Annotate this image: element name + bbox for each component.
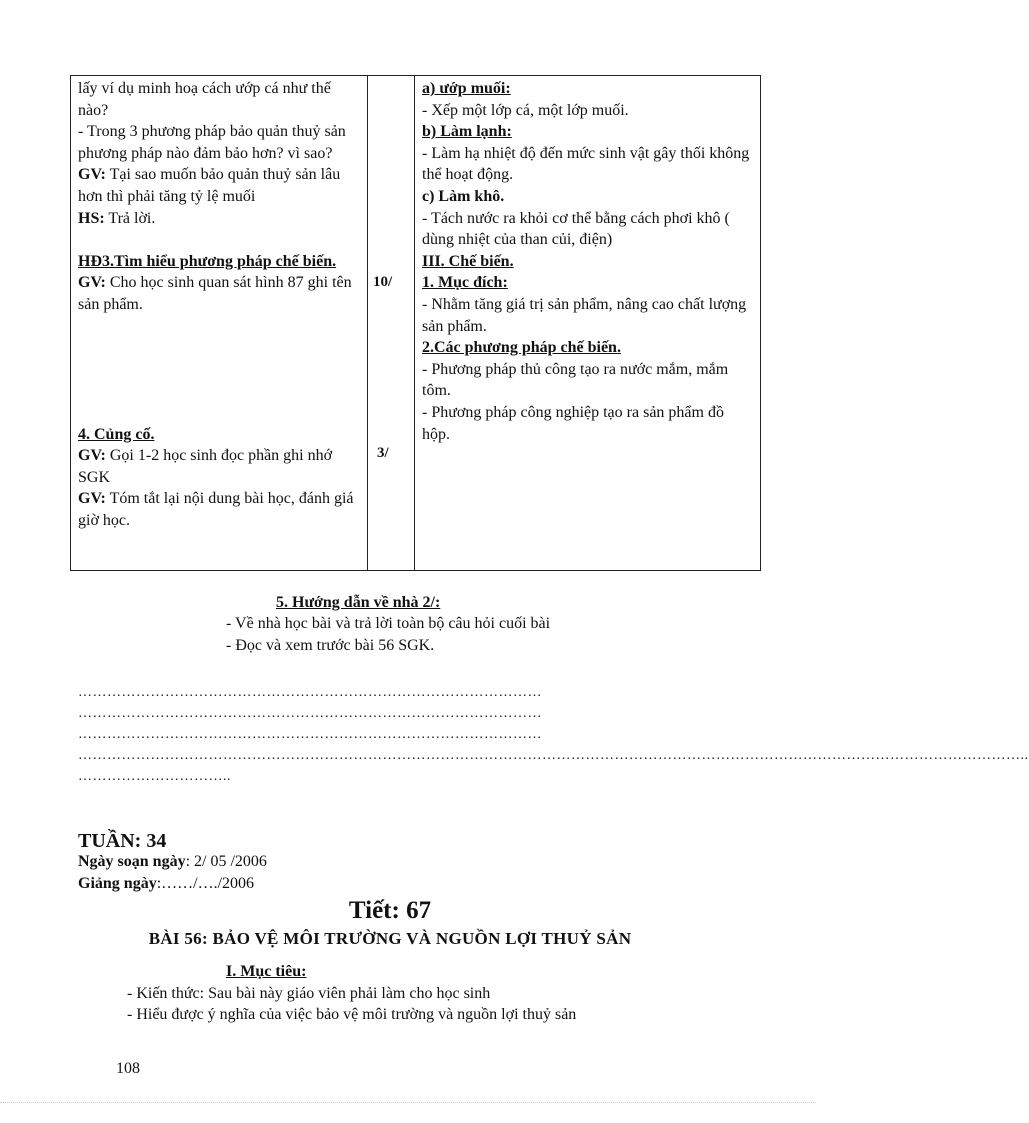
content-heading: b) Làm lạnh: bbox=[422, 123, 512, 141]
objectives-heading: I. Mục tiêu: bbox=[226, 963, 307, 980]
page-number: 108 bbox=[116, 1060, 140, 1077]
activities-column bbox=[71, 76, 368, 571]
question-text: - Trong 3 phương pháp bảo quản thuỷ sản phương pháp nào đảm bảo hơn? vì sao? bbox=[78, 123, 346, 162]
prep-date: Ngày soạn ngày: 2/ 05 /2006 bbox=[78, 853, 267, 870]
content-heading: c) Làm khô. bbox=[422, 187, 505, 205]
content-heading: a) ướp muối: bbox=[422, 80, 511, 97]
week-label: TUẦN: 34 bbox=[78, 830, 167, 852]
teacher-line: GV: Gọi 1-2 học sinh đọc phần ghi nhớ SGK bbox=[78, 447, 333, 486]
lesson-table bbox=[70, 75, 761, 571]
consolidation-heading: 4. Củng cố. bbox=[78, 425, 155, 443]
homework-heading: 5. Hướng dẫn về nhà 2/: bbox=[276, 594, 441, 611]
time-label: 3/ bbox=[377, 445, 389, 461]
student-line: HS: Trả lời. bbox=[78, 209, 156, 227]
time-label: 10/ bbox=[373, 274, 393, 290]
lesson-title: BÀI 56: BẢO VỆ MÔI TRƯỜNG VÀ NGUỒN LỢI THUỶ SẢN bbox=[148, 929, 632, 948]
homework-item: - Về nhà học bài và trả lời toàn bộ câu hỏi cuối bài bbox=[226, 615, 551, 632]
teach-date: Giảng ngày:……/…./2006 bbox=[78, 875, 255, 892]
homework-item: - Đọc và xem trước bài 56 SGK. bbox=[226, 637, 435, 654]
page-footer-border bbox=[0, 1102, 816, 1123]
notes-line: …………………………………………………………………………………… bbox=[78, 706, 542, 721]
question-text: lấy ví dụ minh hoạ cách ướp cá như thế nào? bbox=[78, 80, 331, 119]
teacher-line: GV: Cho học sinh quan sát hình 87 ghi tên sản phẩm. bbox=[78, 274, 352, 313]
content-heading: 2.Các phương pháp chế biến. bbox=[422, 339, 621, 357]
notes-line: …………………………………………………………………………………… bbox=[78, 685, 542, 700]
content-text: - Phương pháp công nghiệp tạo ra sản phẩm đồ hộp. bbox=[422, 403, 724, 443]
teacher-line: GV: Tóm tắt lại nội dung bài học, đánh giá giờ học. bbox=[78, 490, 354, 529]
notes-line: ………………………….. bbox=[78, 769, 231, 784]
activity-heading: HĐ3.Tìm hiểu phương pháp chế biến. bbox=[78, 252, 337, 270]
content-text: - Tách nước ra khỏi cơ thể bằng cách phơi khô ( dùng nhiệt của than củi, điện) bbox=[422, 209, 730, 249]
teacher-line: GV: Tại sao muốn bảo quản thuỷ sản lâu hơn thì phải tăng tỷ lệ muối bbox=[78, 166, 341, 205]
content-text: - Nhằm tăng giá trị sản phẩm, nâng cao chất lượng sản phẩm. bbox=[422, 295, 747, 335]
notes-line: …………………………………………………………………………………………………………………………………………………………………………….. bbox=[78, 748, 1029, 763]
objective-item: - Hiểu được ý nghĩa của việc bảo vệ môi trường và nguồn lợi thuỷ sản bbox=[127, 1006, 577, 1023]
content-column bbox=[415, 76, 761, 571]
time-column bbox=[368, 76, 415, 571]
content-heading: 1. Mục đích: bbox=[422, 274, 508, 292]
content-text: - Làm hạ nhiệt độ đến mức sinh vật gây thối không thể hoạt động. bbox=[422, 144, 750, 184]
content-text: - Phương pháp thủ công tạo ra nước mắm, mắm tôm. bbox=[422, 360, 729, 400]
section-heading: III. Chế biến. bbox=[422, 252, 514, 270]
objective-item: - Kiến thức: Sau bài này giáo viên phải làm cho học sinh bbox=[127, 985, 491, 1002]
period-title: Tiết: 67 bbox=[348, 897, 432, 924]
content-text: - Xếp một lớp cá, một lớp muối. bbox=[422, 101, 629, 119]
notes-line: …………………………………………………………………………………… bbox=[78, 727, 542, 742]
